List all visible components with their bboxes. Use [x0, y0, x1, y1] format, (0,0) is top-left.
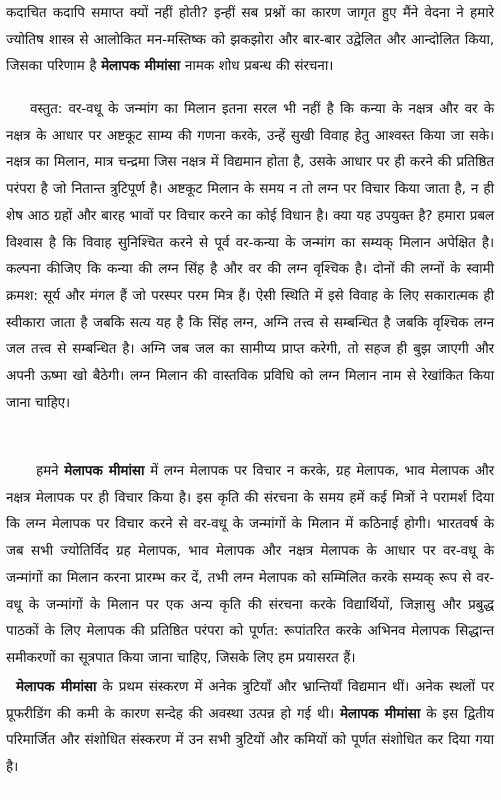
- paragraph-second-edition-text-middle: के प्रथम संस्करण में अनेक त्रुटियाँ और भ्रान्तियाँ विद्यमान थीं। अनेक स्थलों पर प्रूफरीडिंग की कमी के कारण सन्देह की अवस्था उत्पन्न हो गई थी।: [6, 679, 494, 722]
- book-title-bold: मेलापक मीमांसा: [101, 58, 181, 75]
- book-title-bold: मेलापक मीमांसा: [16, 679, 97, 695]
- paragraph-methodology: [6, 458, 494, 672]
- book-title-bold: मेलापक मीमांसा: [339, 705, 421, 722]
- paragraph-intro: [6, 0, 494, 80]
- paragraph-matching-critique: [6, 96, 494, 416]
- paragraph-second-edition-text-end: के इस द्वितीय परिमार्जित और संशोधित संस्करण में उन सभी त्रुटियों और कमियों को पूर्णत संशोधित कर दिया गया है।: [6, 705, 495, 776]
- paragraph-second-edition: [6, 674, 494, 781]
- paragraph-matching-critique-text: वस्तुत: वर-वधू के जन्मांग का मिलान इतना सरल भी नहीं है कि कन्या के नक्षत्र और वर के नक्षत्र के आधार पर अष्टकूट साम्य की गणना करके, उन्हें सुखी विवाह हेतु आश्वस्त किया जा सके। नक्षत्र का मिलान, मात्र चन्द्रमा जिस नक्षत्र में विद्यमान होता है, उसके आधार पर ही करने की प्रतिष्ठित परंपरा है जो नितान्त त्रुटिपूर्ण है। अष्टकूट मिलान के समय न तो लग्न पर विचार किया जाता है, न ही शेष आठ ग्रहों और बारह भावों पर विचार करने का कोई विधान है। क्या यह उपयुक्त है? हमारा प्रबल विश्वास है कि विवाह सुनिश्चित करने से पूर्व वर-कन्या के जन्मांग का सम्यक् मिलान अपेक्षित है। कल्पना कीजिए कि कन्या की लग्न सिंह है और वर की लग्न वृश्चिक है। दोनों की लग्नों के स्वामी क्रमश: सूर्य और मंगल हैं जो परस्पर परम मित्र हैं। ऐसी स्थिति में इसे विवाह के लिए सकारात्मक ही स्वीकारा जाता है जबकि सत्य यह है कि सिंह लग्न, अग्नि तत्त्व से सम्बन्धित है जबकि वृश्चिक लग्न जल तत्त्व से सम्बन्धित है। अग्नि जब जल का सामीप्य प्राप्त करेगी, तो सहज ही बुझ जाएगी और अपनी ऊष्मा खो बैठेगी। लग्न मिलान की वास्तविक प्रविधि को लग्न मिलान नाम से रेखांकित किया जाना चाहिए।: [6, 101, 494, 411]
- book-title-bold: मेलापक मीमांसा: [64, 463, 145, 479]
- paragraph-intro-text-start: कदाचित कदापि समाप्त क्यों नहीं होती? इन्हीं सब प्रश्नों का कारण जागृत हुए मैंने वेदना ने हमारे ज्योतिष शास्त्र से आलोकित मन-मस्तिष्क को झकझोरा और बार-बार उद्वेलित और आन्दोलित किया, जिसका परिणाम है: [6, 5, 494, 75]
- paragraph-methodology-text-start: हमने: [36, 463, 59, 479]
- paragraph-methodology-text-end: में लग्न मेलापक पर विचार न करके, ग्रह मेलापक, भाव मेलापक और नक्षत्र मेलापक पर ही विचार किया है। इस कृति की संरचना के समय हमें कई मित्रों ने परामर्श दिया कि लग्न मेलापक पर विचार करने से वर-वधू के जन्मांगों के मिलान में कठिनाई होगी। भारतवर्ष के जब सभी ज्योतिर्विद ग्रह मेलापक, भाव मेलापक और नक्षत्र मेलापक के आधार पर वर-वधू के जन्मांगों का मिलान करना प्रारम्भ कर दें, तभी लग्न मेलापक को सम्मिलित करके सम्यक् रूप से वर-वधू के जन्मांगों के मिलान पर एक अन्य कृति की संरचना करके विद्यार्थियों, जिज्ञासु और प्रबुद्ध पाठकों के लिए मेलापक की प्रतिष्ठित परंपरा को पूर्णत: रूपांतरित करके अभिनव मेलापक सिद्धान्त समीकरणों का सूत्रपात किया जाना चाहिए, जिसके लिए हम प्रयासरत हैं।: [6, 463, 494, 666]
- paragraph-intro-text-end: नामक शोध प्रबन्ध की संरचना।: [184, 58, 334, 75]
